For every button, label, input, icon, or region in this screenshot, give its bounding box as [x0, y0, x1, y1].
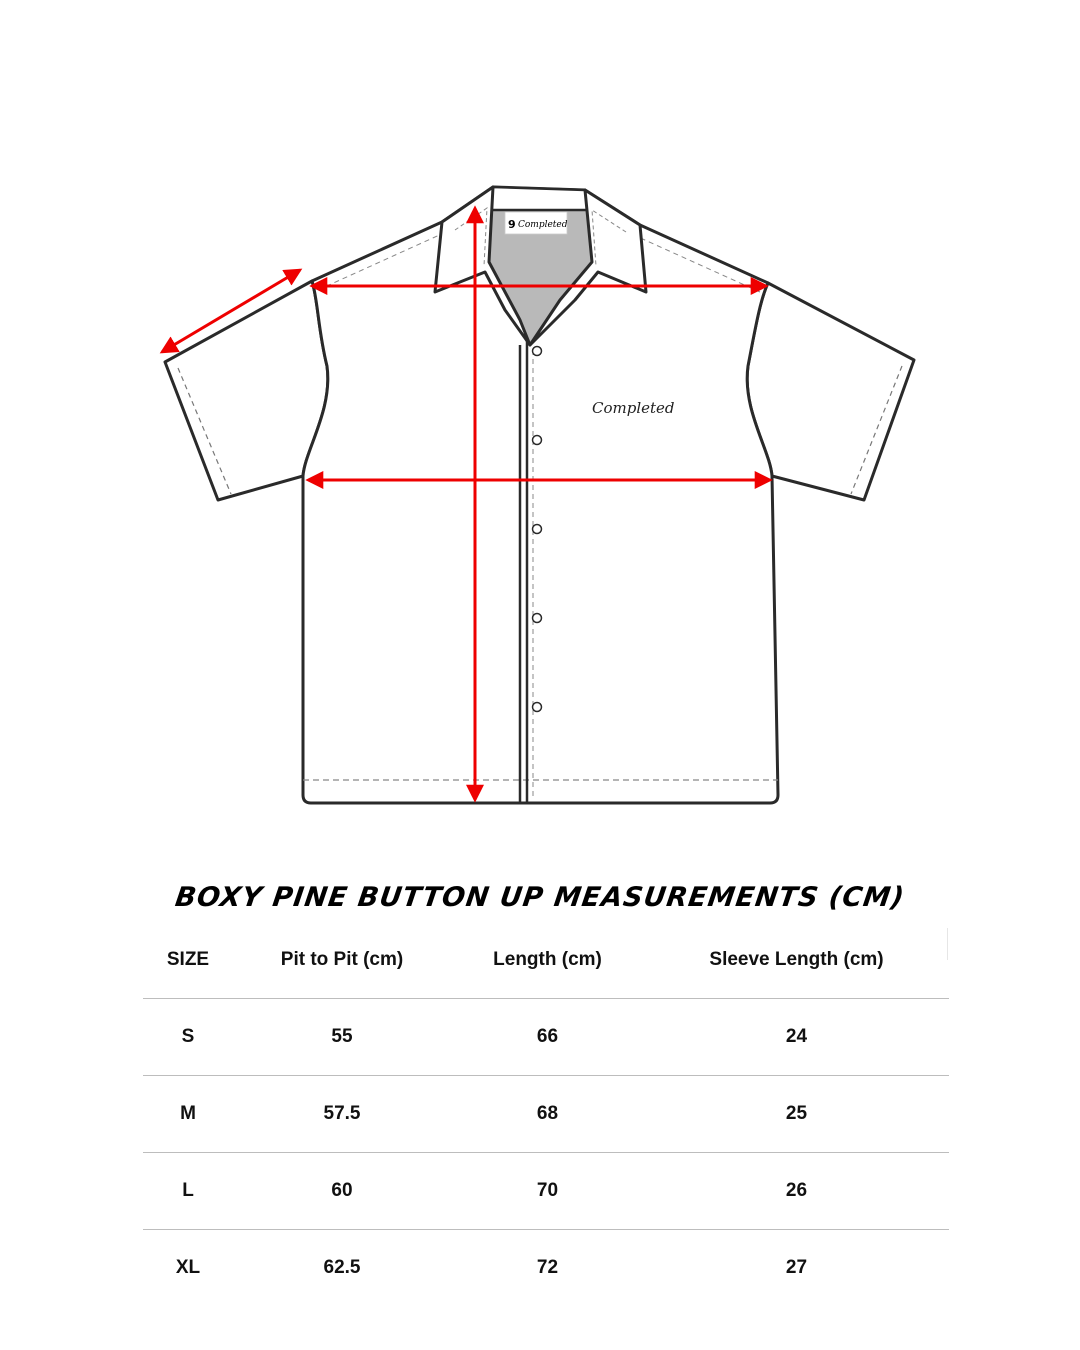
collar-tag-number: 9	[508, 218, 516, 231]
cell-length: 66	[451, 999, 644, 1076]
cell-length: 68	[451, 1076, 644, 1153]
page-title: BOXY PINE BUTTON UP MEASUREMENTS (CM)	[173, 882, 907, 913]
cell-sleeve-length: 25	[644, 1076, 949, 1153]
cell-length: 72	[536, 1257, 559, 1278]
button	[533, 347, 542, 356]
table-row	[143, 999, 949, 1076]
cell-pit-to-pit: 62.5	[323, 1257, 361, 1278]
table-row	[143, 1153, 949, 1230]
cell-pit-to-pit: 55	[233, 999, 451, 1076]
table-header-row	[143, 922, 949, 999]
collar-tag-text: Completed	[518, 220, 568, 230]
table-row	[143, 1230, 949, 1307]
size-chart-table	[143, 922, 949, 1306]
cell-length: 70	[451, 1153, 644, 1230]
header-sleeve-length: Sleeve Length (cm)	[644, 922, 949, 999]
cell-size: L	[143, 1153, 233, 1230]
header-size: SIZE	[143, 922, 233, 999]
cell-size: M	[143, 1076, 233, 1153]
button	[533, 525, 542, 534]
cell-size: S	[143, 999, 233, 1076]
header-pit-to-pit: Pit to Pit (cm)	[233, 922, 451, 999]
button	[533, 614, 542, 623]
cell-sleeve-length: 24	[644, 999, 949, 1076]
header-length: Length (cm)	[451, 922, 644, 999]
chest-logo: Completed	[592, 399, 675, 417]
cell-sleeve-length: 26	[644, 1153, 949, 1230]
cell-sleeve-length: 27	[785, 1257, 808, 1278]
button	[533, 703, 542, 712]
table-row	[143, 1076, 949, 1153]
button	[533, 436, 542, 445]
right-sleeve	[747, 283, 914, 500]
cell-size: XL	[175, 1257, 201, 1278]
cell-pit-to-pit: 57.5	[233, 1076, 451, 1153]
cell-pit-to-pit: 60	[233, 1153, 451, 1230]
